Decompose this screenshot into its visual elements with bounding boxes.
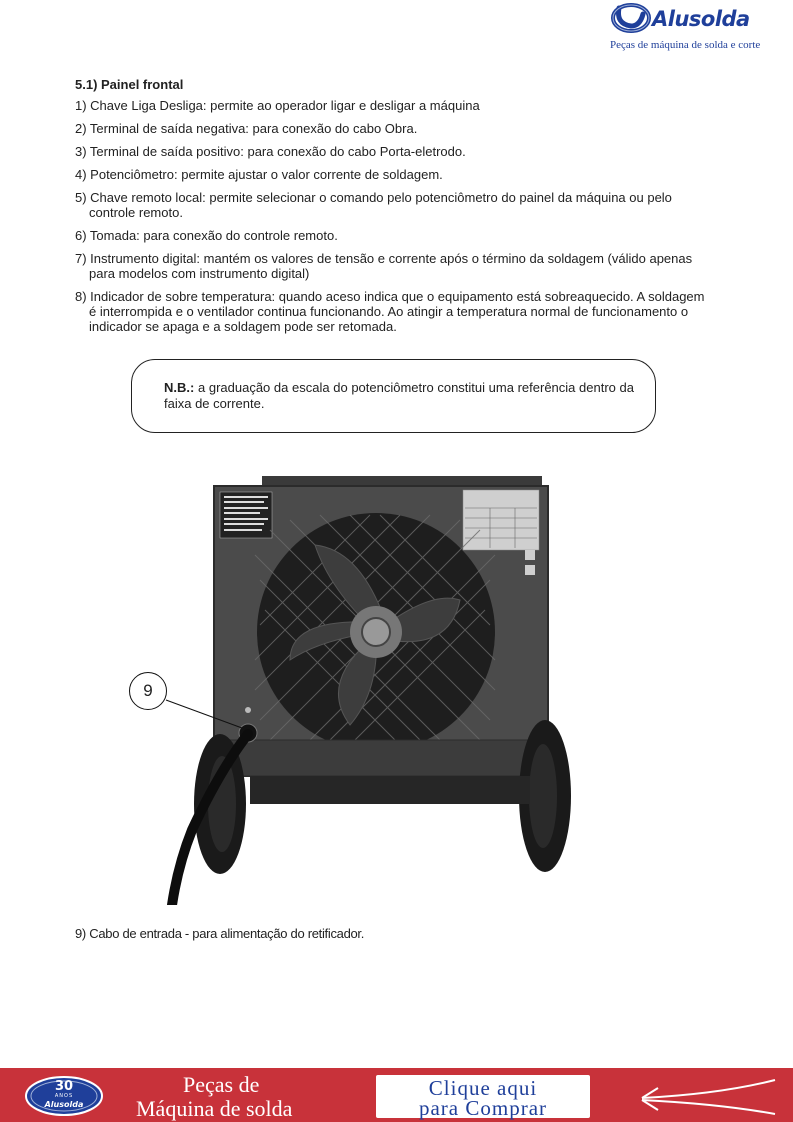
logo-tagline: Peças de máquina de solda e corte — [610, 39, 761, 51]
footer-line2: Máquina de solda — [136, 1096, 293, 1121]
note-label: N.B.: — [164, 380, 195, 395]
arrow-left-icon — [630, 1074, 780, 1118]
list-item: 2) Terminal de saída negativa: para conexão do cabo Obra. — [75, 121, 418, 136]
badge-number: 30 — [54, 1079, 74, 1094]
section-title: 5.1) Painel frontal — [75, 77, 184, 92]
badge-sub: ANOS — [54, 1093, 74, 1099]
list-item: 7) Instrumento digital: mantém os valores de tensão e corrente após o término da soldagem (válido apenas para modelos com instrumento digital) — [75, 251, 693, 281]
list-item: 6) Tomada: para conexão do controle remoto. — [75, 228, 338, 243]
callout-marker — [129, 672, 167, 710]
buy-button-line2: para Comprar — [418, 1096, 548, 1120]
note-text — [164, 380, 634, 412]
figure-caption: 9) Cabo de entrada - para alimentação do retificador. — [75, 926, 365, 941]
footer-banner — [0, 1068, 793, 1122]
buy-button[interactable] — [376, 1075, 590, 1118]
list-item: 4) Potenciômetro: permite ajustar o valor corrente de soldagem. — [75, 167, 443, 182]
list-item: 5) Chave remoto local: permite selecionar o comando pelo potenciômetro do painel da máquina ou pelo controle remoto. — [75, 190, 672, 220]
note-body: a graduação da escala do potenciômetro constitui uma referência dentro da faixa de corrente. — [164, 380, 634, 411]
note-box — [131, 359, 656, 433]
callout-number: 9 — [143, 681, 153, 700]
buy-button-line1: Clique aqui — [428, 1076, 538, 1100]
list-item: 3) Terminal de saída positivo: para conexão do cabo Porta-eletrodo. — [75, 144, 466, 159]
list-item: 8) Indicador de sobre temperatura: quando aceso indica que o equipamento está sobreaquecido. A soldagem é interrompida e o ventilador continua funcionando. Ao atingir a temperatura normal de funcionamento o indicador se apaga e a soldagem pode ser retomada. — [75, 289, 705, 334]
badge-brand: Alusolda — [44, 1100, 84, 1109]
machine-rear-photo — [130, 470, 590, 905]
alusolda-logo[interactable] — [606, 2, 761, 58]
anniversary-badge[interactable] — [24, 1076, 104, 1116]
logo-swoosh-icon — [610, 2, 654, 36]
list-item: 1) Chave Liga Desliga: permite ao operador ligar e desligar a máquina — [75, 98, 480, 113]
item-list — [75, 98, 705, 342]
logo-wordmark: Alusolda — [652, 7, 750, 31]
footer-line1: Peças de — [183, 1072, 260, 1097]
